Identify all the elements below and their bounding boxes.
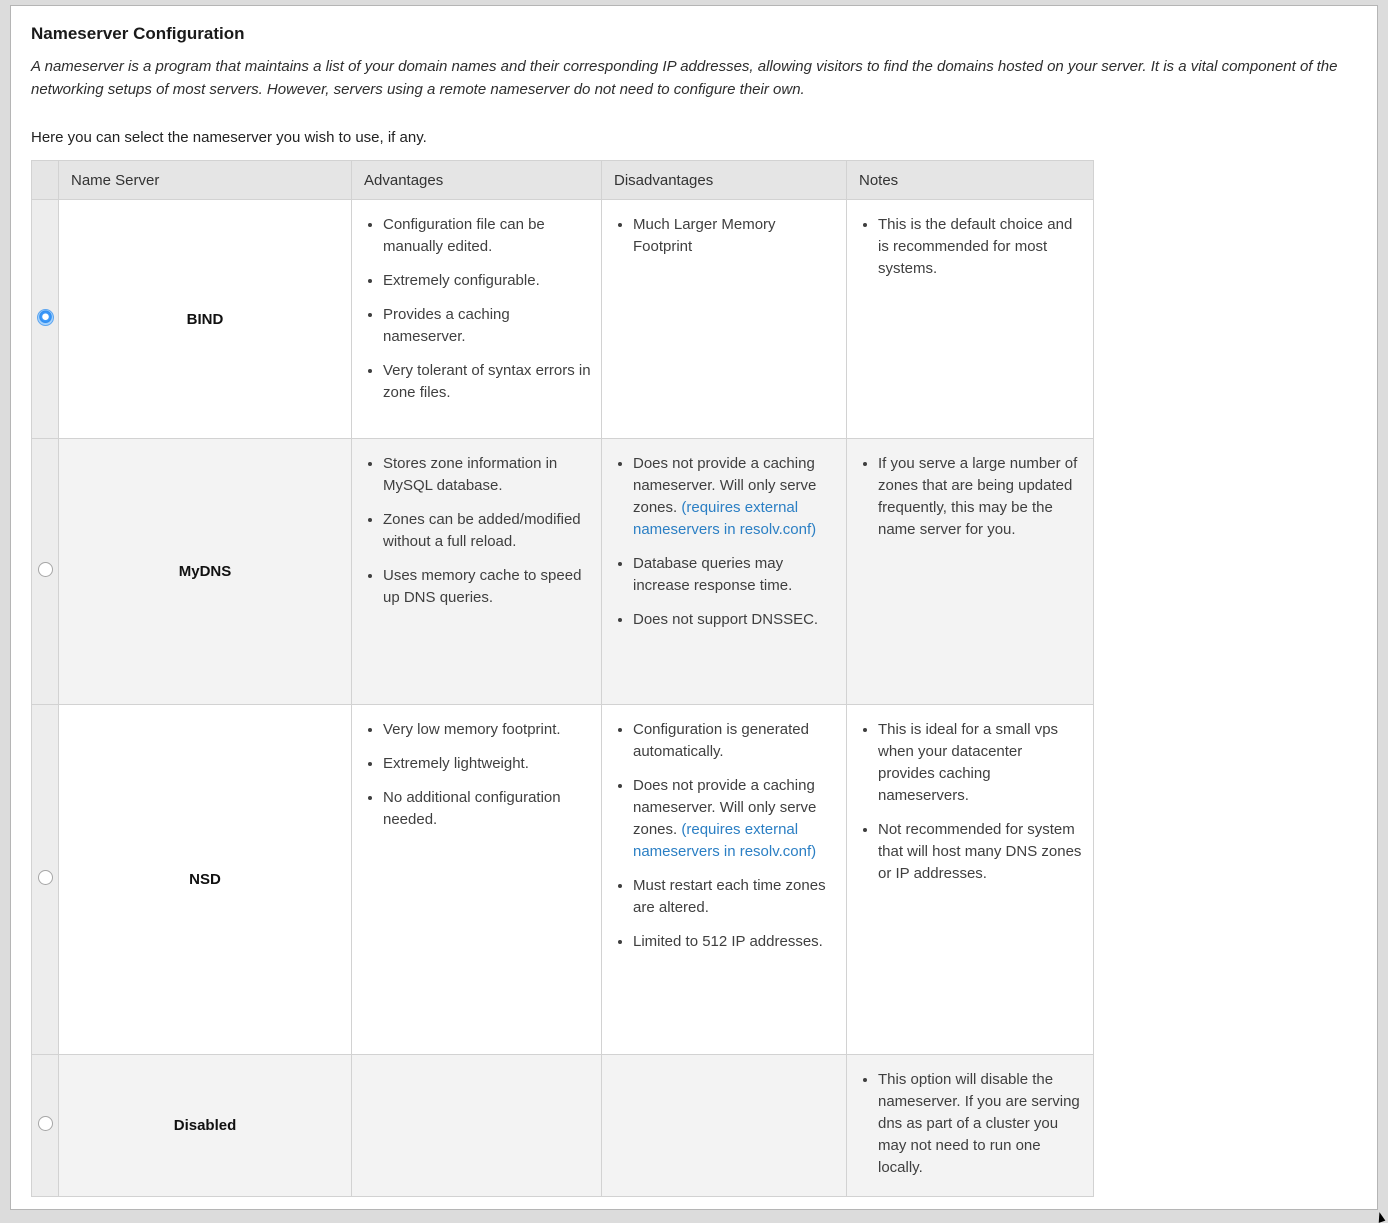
disadvantages-cell-mydns: [602, 439, 847, 705]
list-item: • No additional configuration needed.: [383, 787, 591, 831]
list-item: • Stores zone information in MySQL database.: [383, 453, 591, 497]
advantages-cell-bind: [352, 200, 602, 439]
radio-bind[interactable]: [37, 309, 54, 326]
list-item: • Database queries may increase response time.: [633, 553, 836, 597]
advantages-cell-disabled: [352, 1055, 602, 1197]
notes-list: [847, 200, 1093, 290]
radio-cell-disabled[interactable]: [32, 1055, 59, 1197]
radio-cell-bind[interactable]: [32, 200, 59, 439]
mouse-cursor-icon: [1376, 1211, 1386, 1223]
table-row-bind: [32, 200, 1094, 439]
list-item: • Configuration file can be manually edited.: [383, 214, 591, 258]
page-instruction: Here you can select the nameserver you wish to use, if any.: [31, 129, 427, 146]
resolv-conf-link[interactable]: (requires external nameservers in resolv.conf): [633, 821, 817, 861]
list-item: • Much Larger Memory Footprint: [633, 214, 836, 258]
list-item: • Extremely configurable.: [383, 270, 591, 292]
list-item: • Very low memory footprint.: [383, 719, 591, 741]
disadvantages-cell-disabled: [602, 1055, 847, 1197]
header-notes: Notes: [847, 161, 1094, 200]
page-title: Nameserver Configuration: [31, 24, 245, 43]
page-description: A nameserver is a program that maintains a list of your domain names and their corresponding IP addresses, allowing visitors to find the domains hosted on your server. It is a vital component of the networking setups of most servers. However, servers using a remote nameserver do not need to configure their own.: [31, 58, 1338, 98]
list-item: • Limited to 512 IP addresses.: [633, 931, 836, 953]
list-item: • Configuration is generated automatically.: [633, 719, 836, 763]
nameserver-name-mydns: MyDNS: [59, 439, 352, 705]
list-item: • Not recommended for system that will host many DNS zones or IP addresses.: [878, 819, 1083, 885]
disadvantages-cell-nsd: [602, 705, 847, 1055]
notes-list: [847, 1055, 1093, 1189]
list-item-text: Does not provide a caching nameserver. Will only serve zones.: [633, 455, 817, 517]
header-radio: [32, 161, 59, 200]
header-name-server: Name Server: [59, 161, 352, 200]
radio-cell-nsd[interactable]: [32, 705, 59, 1055]
list-item: • Zones can be added/modified without a full reload.: [383, 509, 591, 553]
radio-cell-mydns[interactable]: [32, 439, 59, 705]
disadvantages-list: [602, 439, 846, 641]
nameserver-name-bind: BIND: [59, 200, 352, 439]
advantages-list: [352, 200, 601, 414]
table-row-mydns: [32, 439, 1094, 705]
table-row-nsd: [32, 705, 1094, 1055]
list-item: • This is ideal for a small vps when your datacenter provides caching nameservers.: [878, 719, 1083, 807]
list-item: • Very tolerant of syntax errors in zone files.: [383, 360, 591, 404]
table-row-disabled: [32, 1055, 1094, 1197]
advantages-list: [352, 705, 601, 841]
resolv-conf-link[interactable]: (requires external nameservers in resolv.conf): [633, 499, 817, 539]
header-advantages: Advantages: [352, 161, 602, 200]
notes-list: [847, 705, 1093, 895]
list-item: [633, 453, 836, 541]
list-item: • If you serve a large number of zones that are being updated frequently, this may be the name server for you.: [878, 453, 1083, 541]
advantages-cell-nsd: [352, 705, 602, 1055]
list-item: • Must restart each time zones are altered.: [633, 875, 836, 919]
advantages-list: [352, 439, 601, 619]
notes-cell-disabled: [847, 1055, 1094, 1197]
radio-nsd[interactable]: [38, 870, 53, 885]
nameserver-name-disabled: Disabled: [59, 1055, 352, 1197]
nameserver-name-nsd: NSD: [59, 705, 352, 1055]
nameserver-table: [31, 160, 1094, 1197]
disadvantages-list: [602, 705, 846, 963]
table-header-row: [32, 161, 1094, 200]
disadvantages-list: [602, 200, 846, 268]
list-item: [633, 775, 836, 863]
list-item: • This is the default choice and is recommended for most systems.: [878, 214, 1083, 280]
notes-cell-bind: [847, 200, 1094, 439]
list-item-text: Does not provide a caching nameserver. Will only serve zones.: [633, 777, 817, 839]
content-panel: [10, 5, 1378, 1210]
list-item: • Provides a caching nameserver.: [383, 304, 591, 348]
list-item: • This option will disable the nameserver. If you are serving dns as part of a cluster you may not need to run one locally.: [878, 1069, 1083, 1179]
list-item: • Extremely lightweight.: [383, 753, 591, 775]
radio-mydns[interactable]: [38, 562, 53, 577]
list-item: • Does not support DNSSEC.: [633, 609, 836, 631]
list-item: • Uses memory cache to speed up DNS queries.: [383, 565, 591, 609]
notes-list: [847, 439, 1093, 551]
notes-cell-mydns: [847, 439, 1094, 705]
notes-cell-nsd: [847, 705, 1094, 1055]
advantages-cell-mydns: [352, 439, 602, 705]
header-disadvantages: Disadvantages: [602, 161, 847, 200]
radio-disabled[interactable]: [38, 1116, 53, 1131]
disadvantages-cell-bind: [602, 200, 847, 439]
